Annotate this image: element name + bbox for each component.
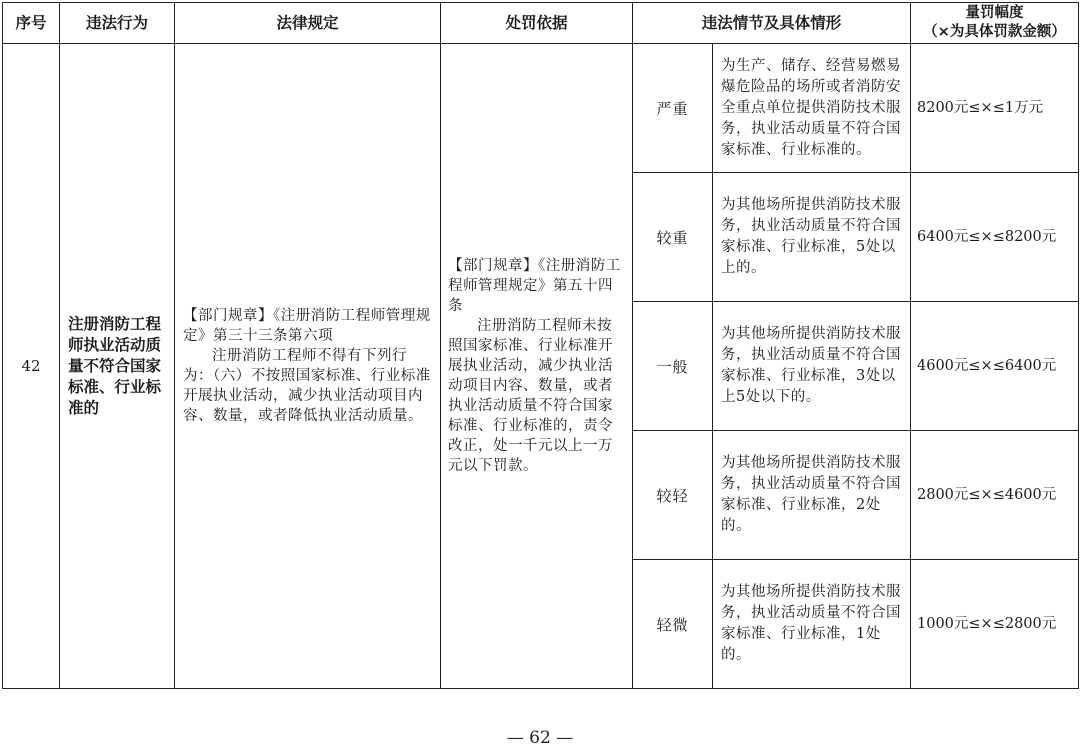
level-amount: 4600元≤×≤6400元 xyxy=(911,302,1079,431)
header-amount xyxy=(911,3,1079,44)
level-label: 较重 xyxy=(633,173,713,302)
violation-act: 注册消防工程师执业活动质量不符合国家标准、行业标准的 xyxy=(60,44,175,689)
penalty-basis-text: 注册消防工程师未按照国家标准、行业标准开展执业活动，减少执业活动项目内容、数量，或者执业活动质量不符合国家标准、行业标准的，责令改正，处一千元以上一万元以下罚款。 xyxy=(448,318,613,474)
header-row xyxy=(3,3,1079,44)
level-label: 较轻 xyxy=(633,431,713,560)
level-description: 为其他场所提供消防技术服务，执业活动质量不符合国家标准、行业标准，1处的。 xyxy=(713,560,911,689)
level-description: 为生产、储存、经营易燃易爆危险品的场所或者消防安全重点单位提供消防技术服务，执业活动质量不符合国家标准、行业标准的。 xyxy=(713,44,911,173)
header-law: 法律规定 xyxy=(175,3,441,44)
level-amount: 2800元≤×≤4600元 xyxy=(911,431,1079,560)
entry-number: 42 xyxy=(3,44,60,689)
penalty-basis-title: 【部门规章】《注册消防工程师管理规定》第五十四条 xyxy=(448,258,621,314)
level-label: 一般 xyxy=(633,302,713,431)
level-amount: 8200元≤×≤1万元 xyxy=(911,44,1079,173)
page-number: — 62 — xyxy=(506,728,574,748)
header-amount-title: 量罚幅度 xyxy=(965,5,1024,21)
level-description: 为其他场所提供消防技术服务，执业活动质量不符合国家标准、行业标准，2处的。 xyxy=(713,431,911,560)
header-no: 序号 xyxy=(3,3,60,44)
header-amount-note: （×为具体罚款金额） xyxy=(923,24,1066,40)
header-circumstances: 违法情节及具体情形 xyxy=(633,3,911,44)
penalty-table xyxy=(2,2,1079,689)
level-description: 为其他场所提供消防技术服务，执业活动质量不符合国家标准、行业标准，3处以上5处以下的。 xyxy=(713,302,911,431)
legal-provision xyxy=(175,44,441,689)
level-description: 为其他场所提供消防技术服务，执业活动质量不符合国家标准、行业标准，5处以上的。 xyxy=(713,173,911,302)
table-row xyxy=(3,44,1079,173)
level-amount: 1000元≤×≤2800元 xyxy=(911,560,1079,689)
legal-provision-text: 注册消防工程师不得有下列行为：（六）不按照国家标准、行业标准开展执业活动，减少执业活动项目内容、数量，或者降低执业活动质量。 xyxy=(183,348,431,424)
header-act: 违法行为 xyxy=(60,3,175,44)
level-label: 严重 xyxy=(633,44,713,173)
penalty-basis xyxy=(441,44,633,689)
header-basis: 处罚依据 xyxy=(441,3,633,44)
level-label: 轻微 xyxy=(633,560,713,689)
level-amount: 6400元≤×≤8200元 xyxy=(911,173,1079,302)
legal-provision-title: 【部门规章】《注册消防工程师管理规定》第三十三条第六项 xyxy=(183,308,431,344)
